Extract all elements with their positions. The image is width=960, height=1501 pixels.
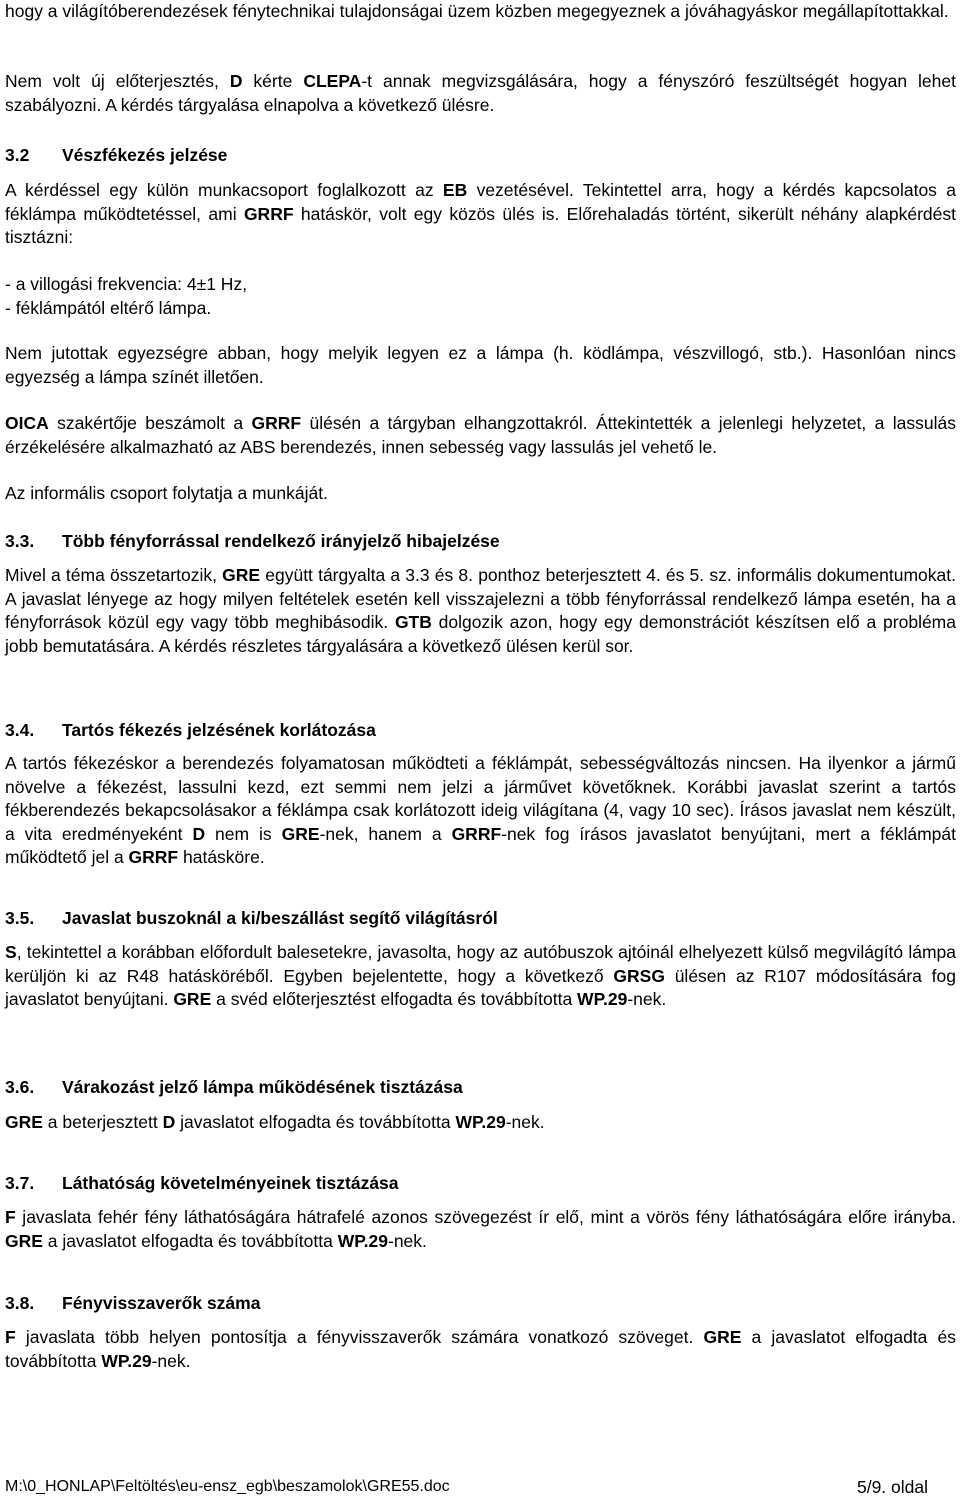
bold-term: F [5, 1207, 16, 1227]
bold-term: GRE [703, 1327, 742, 1347]
section-number: 3.4. [5, 720, 35, 740]
footer-file-path: M:\0_HONLAP\Feltöltés\eu-ensz_egb\beszamolok\GRE55.doc [5, 1478, 450, 1495]
section-title: Láthatóság követelményeinek tisztázása [62, 1173, 399, 1193]
bold-term: D [229, 71, 243, 91]
bold-term: OICA [5, 413, 49, 433]
paragraph-emergency-braking: A kérdéssel egy külön munkacsoport foglalkozott az EB vezetésével. Tekintettel arra, hogy a kérdés kapcsolatos a féklámpa működtetéssel, ami GRRF hatáskör, volt egy közös ülés is. Előrehaladás történt, sikerült néhány alapkérdést tisztázni: [5, 180, 956, 247]
list-item: - a villogási frekvencia: 4±1 Hz, [5, 274, 248, 294]
bold-term: GRRF [251, 413, 302, 433]
section-number: 3.6. [5, 1077, 35, 1097]
section-title: Fényvisszaverők száma [62, 1293, 261, 1313]
bold-term: GRE [281, 823, 320, 844]
bold-term: GRE [173, 989, 212, 1009]
section-number: 3.2 [5, 145, 30, 165]
section-title: Több fényforrással rendelkező irányjelző hibajelzése [62, 531, 500, 551]
paragraph-visibility: F javaslata fehér fény láthatóságára hátrafelé azonos szövegezést ír elő, mint a vörös fény láthatóságára előre irányba. GRE a javaslatot elfogadta és továbbította WP.29-nek. [5, 1207, 956, 1251]
paragraph-intro: hogy a világítóberendezések fénytechnikai tulajdonságai üzem közben megegyeznek a jóváhagyáskor megállapítottakkal. [5, 1, 949, 21]
bold-term: GRE [222, 565, 261, 585]
bold-term: GRE [5, 1230, 43, 1251]
bold-term: GRRF [128, 847, 179, 867]
section-heading-3-6 [5, 1076, 463, 1100]
paragraph-parking-lamp: GRE a beterjesztett D javaslatot elfogadta és továbbította WP.29-nek. [5, 1112, 545, 1132]
section-title: Tartós fékezés jelzésének korlátozása [62, 720, 376, 740]
paragraph-clepa: Nem volt új előterjesztés, D kérte CLEPA-t annak megvizsgálására, hogy a fényszóró feszültségét hogyan lehet szabályozni. A kérdés tárgyalása elnapolva a következő ülésre. [5, 71, 956, 115]
bold-term: CLEPA [303, 71, 362, 91]
section-number: 3.8. [5, 1293, 35, 1313]
bold-term: S [5, 942, 17, 962]
section-heading-3-3 [5, 530, 500, 554]
bold-term: WP.29 [455, 1112, 506, 1132]
bold-term: GRRF [451, 823, 502, 844]
section-heading-3-8 [5, 1292, 260, 1316]
paragraph-bus-lighting: S, tekintettel a korábban előfordult balesetekre, javasolta, hogy az autóbuszok ajtóinál elhelyezett külső megvilágító lámpa kerüljön ki az R48 hatásköréből. Egyben bejelentette, hogy a következő GRSG ülésen az R107 módosítására fog javaslatot benyújtani. GRE a svéd előterjesztést elfogadta és továbbította WP.29-nek. [5, 942, 956, 1009]
section-heading-3-2 [5, 144, 227, 168]
bold-term: GTB [394, 612, 432, 632]
bold-term: GRSG [613, 965, 665, 986]
section-heading-3-5 [5, 907, 498, 931]
list-item: - féklámpától eltérő lámpa. [5, 297, 212, 318]
paragraph-multiple-light-sources: Mivel a téma összetartozik, GRE együtt tárgyalta a 3.3 és 8. ponthoz beterjesztett 4. és 5. sz. informális dokumentumokat. A javaslat lényege az hogy milyen feltételek esetén kell visszajelezni a több fényforrással rendelkező lámpa esetén, ha a fényforrások közül egy vagy több meghibásodik. GTB dolgozik azon, hogy egy demonstrációt készítsen elő a probléma jobb bemutatására. A kérdés részletes tárgyalására a következő ülésen kerül sor. [5, 565, 956, 656]
bold-term: GRE [5, 1112, 43, 1132]
section-title: Javaslat buszoknál a ki/beszállást segítő világításról [62, 908, 498, 928]
bold-term: WP.29 [337, 1230, 388, 1251]
section-heading-3-7 [5, 1172, 399, 1196]
bold-term: EB [442, 180, 468, 200]
section-number: 3.3. [5, 531, 35, 551]
bold-term: WP.29 [577, 989, 628, 1009]
section-number: 3.7. [5, 1173, 35, 1193]
bold-term: WP.29 [101, 1350, 152, 1371]
paragraph-oica: OICA szakértője beszámolt a GRRF ülésén a tárgyban elhangzottakról. Áttekintették a jelenlegi helyzetet, a lassulás érzékelésére alkalmazható az ABS berendezés, innen sebesség vagy lassulás jel vehető le. [5, 413, 956, 457]
paragraph-no-agreement: Nem jutottak egyezségre abban, hogy melyik legyen ez a lámpa (h. ködlámpa, vészvillogó, stb.). Hasonlóan nincs egyezség a lámpa színét illetően. [5, 343, 956, 387]
bold-term: D [162, 1112, 176, 1132]
footer-page-number: 5/9. oldal [856, 1477, 928, 1497]
section-title: Vészfékezés jelzése [62, 145, 228, 165]
paragraph-retarder-braking: A tartós fékezéskor a berendezés folyamatosan működteti a féklámpát, sebességváltozás nincsen. Ha ilyenkor a jármű növelve a fékezést, lassulni kezd, ezt semmi nem jelzi a járművet követőknek. Korábbi javaslat szerint a tartós fékberendezés bekapcsolásakor a féklámpa csak korlátozott ideig világítana (4, vagy 10 sec). Írásos javaslat nem készült, a vita eredményeként D nem is GRE-nek, hanem a GRRF-nek fog írásos javaslatot benyújtani, mert a féklámpát működtető jel a GRRF hatásköre. [5, 753, 956, 867]
paragraph-informal-group: Az informális csoport folytatja a munkáját. [5, 483, 328, 503]
section-heading-3-4 [5, 719, 376, 743]
bold-term: F [5, 1327, 16, 1347]
section-title: Várakozást jelző lámpa működésének tisztázása [62, 1077, 463, 1097]
section-number: 3.5. [5, 908, 35, 928]
bullet-list [5, 273, 956, 320]
bold-term: GRRF [243, 203, 294, 224]
paragraph-retroreflectors: F javaslata több helyen pontosítja a fényvisszaverők számára vonatkozó szöveget. GRE a javaslatot elfogadta és továbbította WP.29-nek. [5, 1327, 957, 1371]
bold-term: D [192, 823, 206, 844]
